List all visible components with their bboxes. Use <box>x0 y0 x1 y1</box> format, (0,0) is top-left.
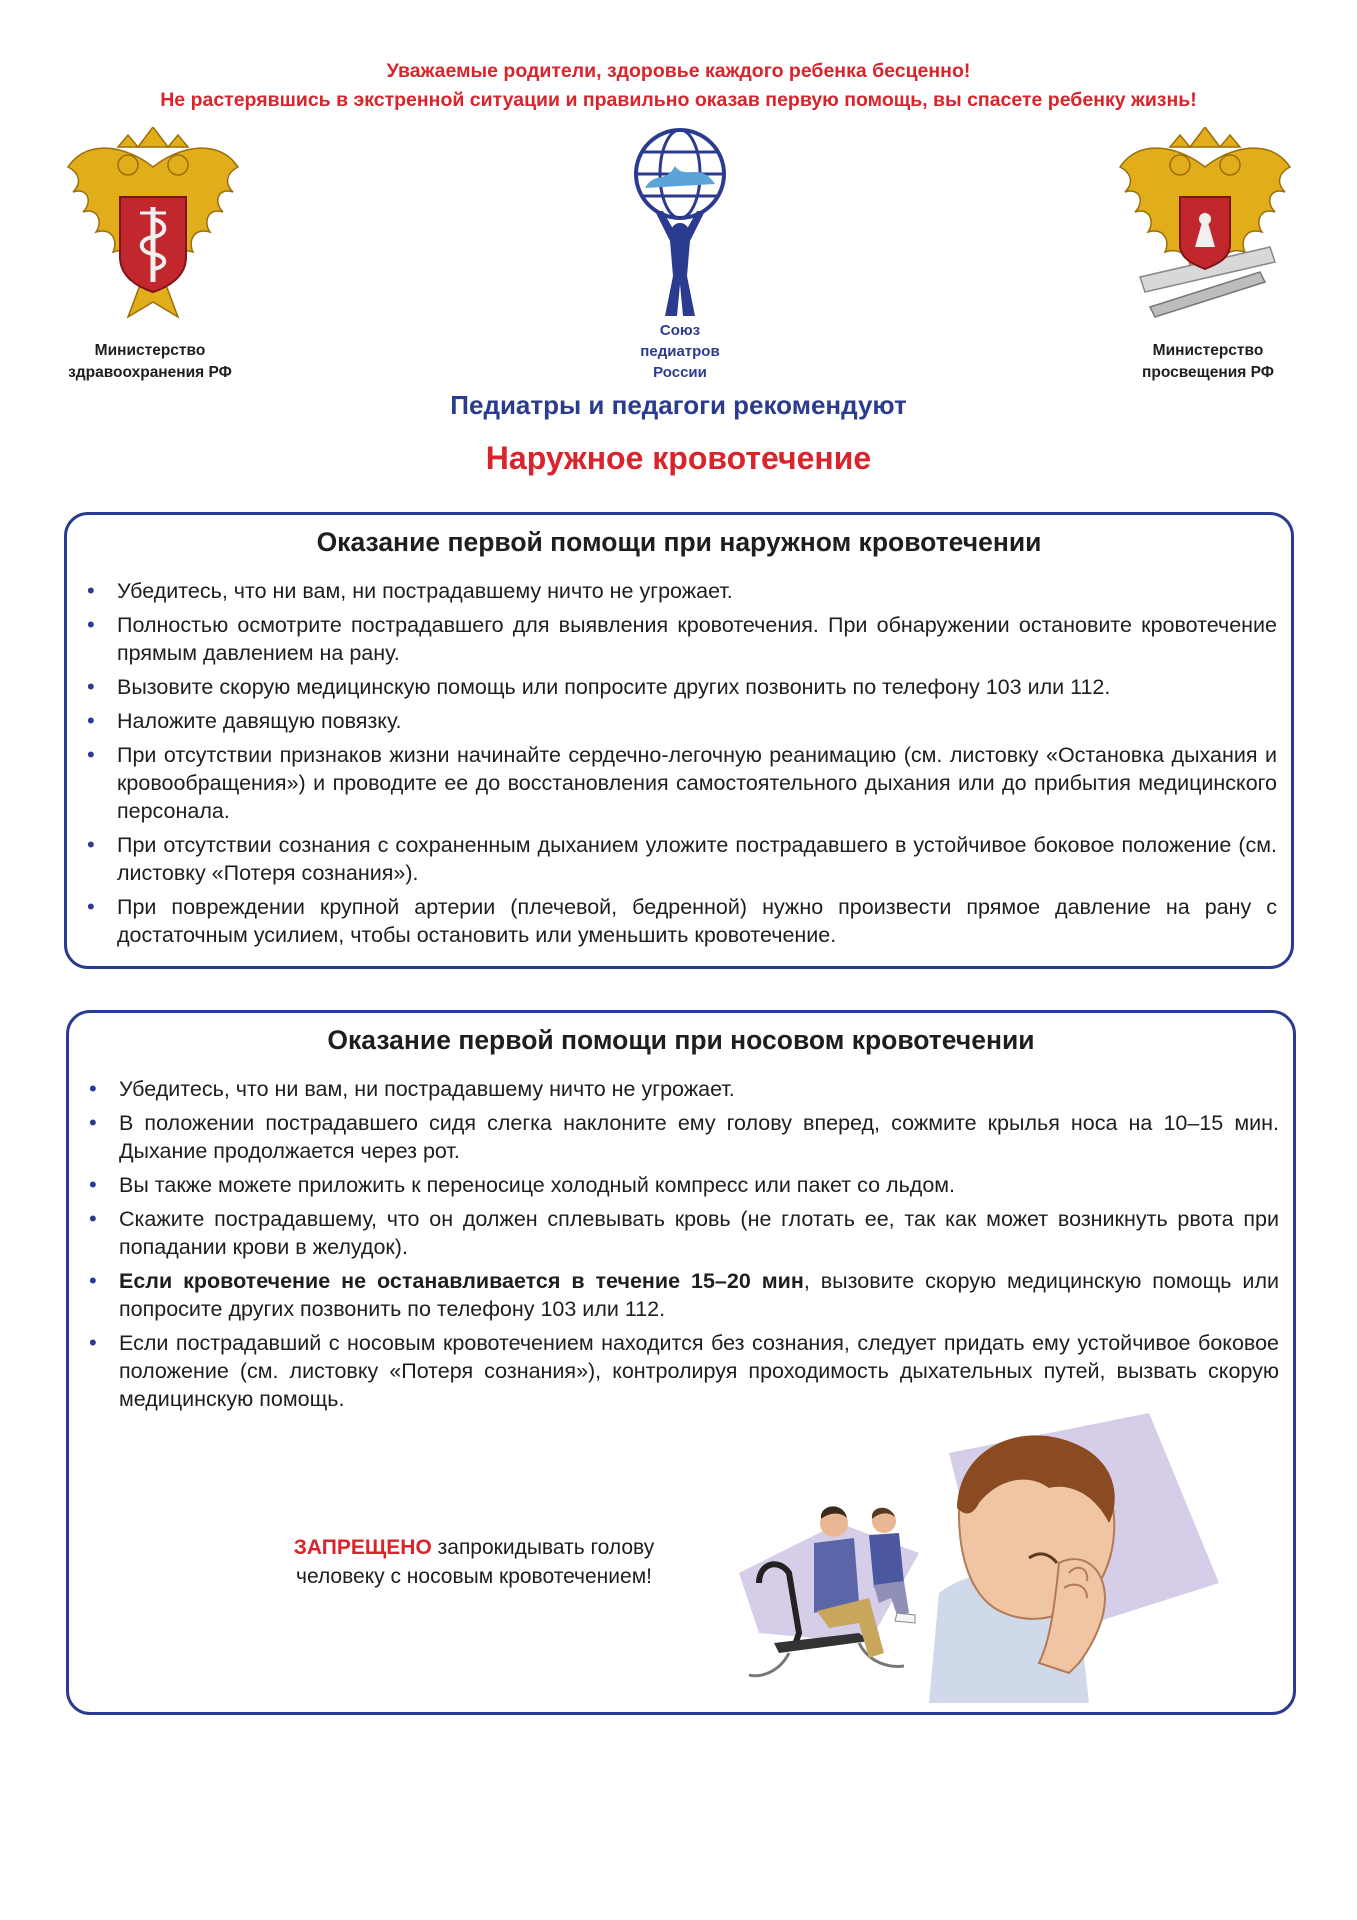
list-item-text: При отсутствии сознания с сохраненным дыханием уложите пострадавшего в устойчивое боковое положение (см. листовку «Потеря сознания»). <box>117 833 1277 885</box>
list-item-text: Убедитесь, что ни вам, ни пострадавшему ничто не угрожает. <box>119 1077 735 1101</box>
bullet-icon: • <box>89 1206 97 1231</box>
list-item <box>87 893 1277 949</box>
health-ministry-line-1: Министерство <box>94 342 206 359</box>
bullet-icon: • <box>87 578 95 603</box>
list-item <box>87 741 1277 825</box>
bullet-icon: • <box>89 1268 97 1293</box>
list-item <box>89 1109 1279 1165</box>
list-item <box>87 577 1277 605</box>
list-item-text: , вызовите скорую медицинскую помощь или попросите других позвонить по телефону 103 или 112. <box>119 1269 1279 1321</box>
bullet-icon: • <box>89 1110 97 1135</box>
list-item <box>89 1329 1279 1413</box>
health-ministry-emblem-icon <box>58 127 248 327</box>
education-ministry-label <box>1108 340 1308 384</box>
bullet-icon: • <box>87 832 95 857</box>
list-item-text: При отсутствии признаков жизни начинайте сердечно-легочную реанимацию (см. листовку «Остановка дыхания и кровообращения») и проводите ее до восстановления самостоятельного дыхания или до прибытия медицинского персонала. <box>117 743 1277 823</box>
list-item <box>87 673 1277 701</box>
education-ministry-line-1: Министерство <box>1152 342 1264 359</box>
list-item <box>89 1205 1279 1261</box>
panel-title-external: Оказание первой помощи при наружном кровотечении <box>316 527 1042 557</box>
list-item-text: При повреждении крупной артерии (плечевой, бедренной) нужно произвести прямое давление на рану с достаточным усилием, чтобы остановить или уменьшить кровотечение. <box>117 895 1277 947</box>
pediatricians-union-label <box>615 320 745 383</box>
education-ministry-line-2: просвещения РФ <box>1142 364 1274 381</box>
list-item-text: Убедитесь, что ни вам, ни пострадавшему ничто не угрожает. <box>117 579 733 603</box>
header-line-1: Уважаемые родители, здоровье каждого ребенка бесценно! <box>386 60 971 82</box>
list-item <box>89 1171 1279 1199</box>
list-item-bold-text: Если кровотечение не останавливается в течение 15–20 мин <box>119 1269 804 1293</box>
warning-prohibited: ЗАПРЕЩЕНО <box>293 1536 432 1559</box>
header-line-2: Не растерявшись в экстренной ситуации и правильно оказав первую помощь, вы спасете ребенку жизнь! <box>160 89 1197 111</box>
list-item <box>87 611 1277 667</box>
health-ministry-line-2: здравоохранения РФ <box>68 364 232 381</box>
panel-title-nosebleed: Оказание первой помощи при носовом кровотечении <box>327 1025 1035 1055</box>
list-item-text: Скажите пострадавшему, что он должен сплевывать кровь (не глотать ее, так как может возникнуть рвота при попадании крови в желудок). <box>119 1207 1279 1259</box>
list-item <box>89 1075 1279 1103</box>
external-bleeding-list <box>87 577 1277 955</box>
list-item-text: Вы также можете приложить к переносице холодный компресс или пакет со льдом. <box>119 1173 956 1197</box>
logo-text-line-2: педиатров <box>640 343 720 360</box>
warning-note <box>259 1533 689 1591</box>
boy-pinching-nose-illustration <box>919 1413 1249 1703</box>
subheading: Педиатры и педагоги рекомендуют <box>450 390 907 420</box>
bullet-icon: • <box>89 1172 97 1197</box>
bullet-icon: • <box>89 1330 97 1355</box>
nosebleed-list <box>89 1075 1279 1419</box>
nosebleed-panel <box>66 1010 1296 1715</box>
list-item <box>87 707 1277 735</box>
list-item-text: Наложите давящую повязку. <box>117 709 402 733</box>
bullet-icon: • <box>87 742 95 767</box>
logo-text-line-3: России <box>653 364 707 381</box>
bullet-icon: • <box>89 1076 97 1101</box>
bullet-icon: • <box>87 708 95 733</box>
list-item-text: Полностью осмотрите пострадавшего для выявления кровотечения. При обнаружении остановите кровотечение прямым давлением на рану. <box>117 613 1277 665</box>
health-ministry-label <box>50 340 250 384</box>
logo-text-line-1: Союз <box>659 322 701 339</box>
list-item <box>87 831 1277 887</box>
page-title: Наружное кровотечение <box>485 440 872 476</box>
list-item-text: Вызовите скорую медицинскую помощь или попросите других позвонить по телефону 103 или 112. <box>117 675 1111 699</box>
bullet-icon: • <box>87 612 95 637</box>
list-item-text: В положении пострадавшего сидя слегка наклоните ему голову вперед, сожмите крылья носа на 10–15 мин. Дыхание продолжается через рот. <box>119 1111 1279 1163</box>
external-bleeding-panel <box>64 512 1294 969</box>
list-item <box>89 1267 1279 1323</box>
bullet-icon: • <box>87 674 95 699</box>
warning-text: запрокидывать голову человеку с носовым кровотечением! <box>296 1536 655 1588</box>
bullet-icon: • <box>87 894 95 919</box>
education-ministry-emblem-icon <box>1110 127 1300 327</box>
pediatricians-union-logo-icon <box>625 126 735 321</box>
list-item-text: Если пострадавший с носовым кровотечением находится без сознания, следует придать ему устойчивое боковое положение (см. листовку «Потеря сознания»), контролируя проходимость дыхательных путей, вызвать скорую медицинскую помощь. <box>119 1331 1279 1411</box>
